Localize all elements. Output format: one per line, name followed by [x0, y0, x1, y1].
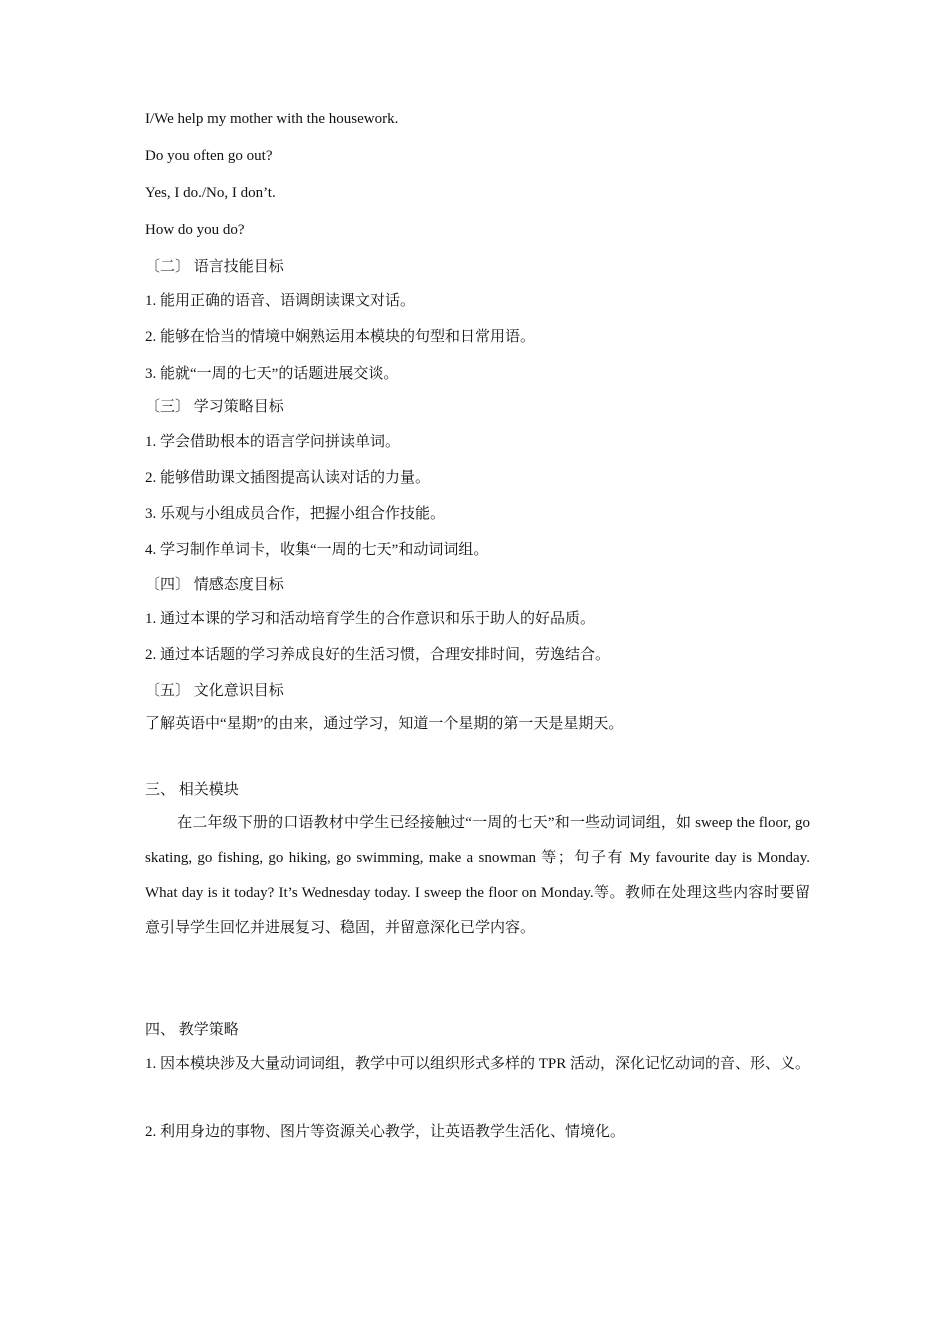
teaching-item-1: 1. 因本模块涉及大量动词词组，教学中可以组织形式多样的 TPR 活动，深化记忆动词的音、形、义。	[145, 1056, 811, 1072]
emotion-heading: 〔四〕 情感态度目标	[145, 577, 284, 593]
strategy-item-2: 2. 能够借助课文插图提高认读对话的力量。	[145, 470, 431, 486]
related-paragraph	[145, 806, 810, 946]
strategy-heading: 〔三〕 学习策略目标	[145, 399, 284, 415]
sentence-1: I/We help my mother with the housework.	[145, 111, 399, 127]
skills-item-2: 2. 能够在恰当的情境中娴熟运用本模块的句型和日常用语。	[145, 329, 536, 345]
skills-heading: 〔二〕 语言技能目标	[145, 259, 284, 275]
related-heading: 三、 相关模块	[145, 782, 239, 798]
sentence-2: Do you often go out?	[145, 148, 273, 164]
skills-item-3: 3. 能就“一周的七天”的话题进展交谈。	[145, 366, 399, 382]
strategy-item-3: 3. 乐观与小组成员合作，把握小组合作技能。	[145, 506, 446, 522]
culture-heading: 〔五〕 文化意识目标	[145, 683, 284, 699]
culture-text: 了解英语中“星期”的由来，通过学习，知道一个星期的第一天是星期天。	[145, 716, 624, 732]
teaching-heading: 四、 教学策略	[145, 1022, 239, 1038]
emotion-item-1: 1. 通过本课的学习和活动培育学生的合作意识和乐于助人的好品质。	[145, 611, 596, 627]
sentence-3: Yes, I do./No, I don’t.	[145, 185, 276, 201]
strategy-item-1: 1. 学会借助根本的语言学问拼读单词。	[145, 434, 401, 450]
emotion-item-2: 2. 通过本话题的学习养成良好的生活习惯，合理安排时间，劳逸结合。	[145, 647, 611, 663]
sentence-4: How do you do?	[145, 222, 245, 238]
related-paragraph-text: 在二年级下册的口语教材中学生已经接触过“一周的七天”和一些动词词组，如 sweep the floor, go skating, go fishing, go hiking, go swimming, make a snowman 等；句子有 My favourite day is Monday. What day is it today? It’s Wednesday today. I sweep the floor on Monday.等。教师在处理这些内容时要留意引导学生回忆并进展复习、稳固，并留意深化已学内容。	[145, 815, 810, 936]
strategy-item-4: 4. 学习制作单词卡，收集“一周的七天”和动词词组。	[145, 542, 489, 558]
skills-item-1: 1. 能用正确的语音、语调朗读课文对话。	[145, 293, 416, 309]
teaching-item-2: 2. 利用身边的事物、图片等资源关心教学，让英语教学生活化、情境化。	[145, 1124, 626, 1140]
